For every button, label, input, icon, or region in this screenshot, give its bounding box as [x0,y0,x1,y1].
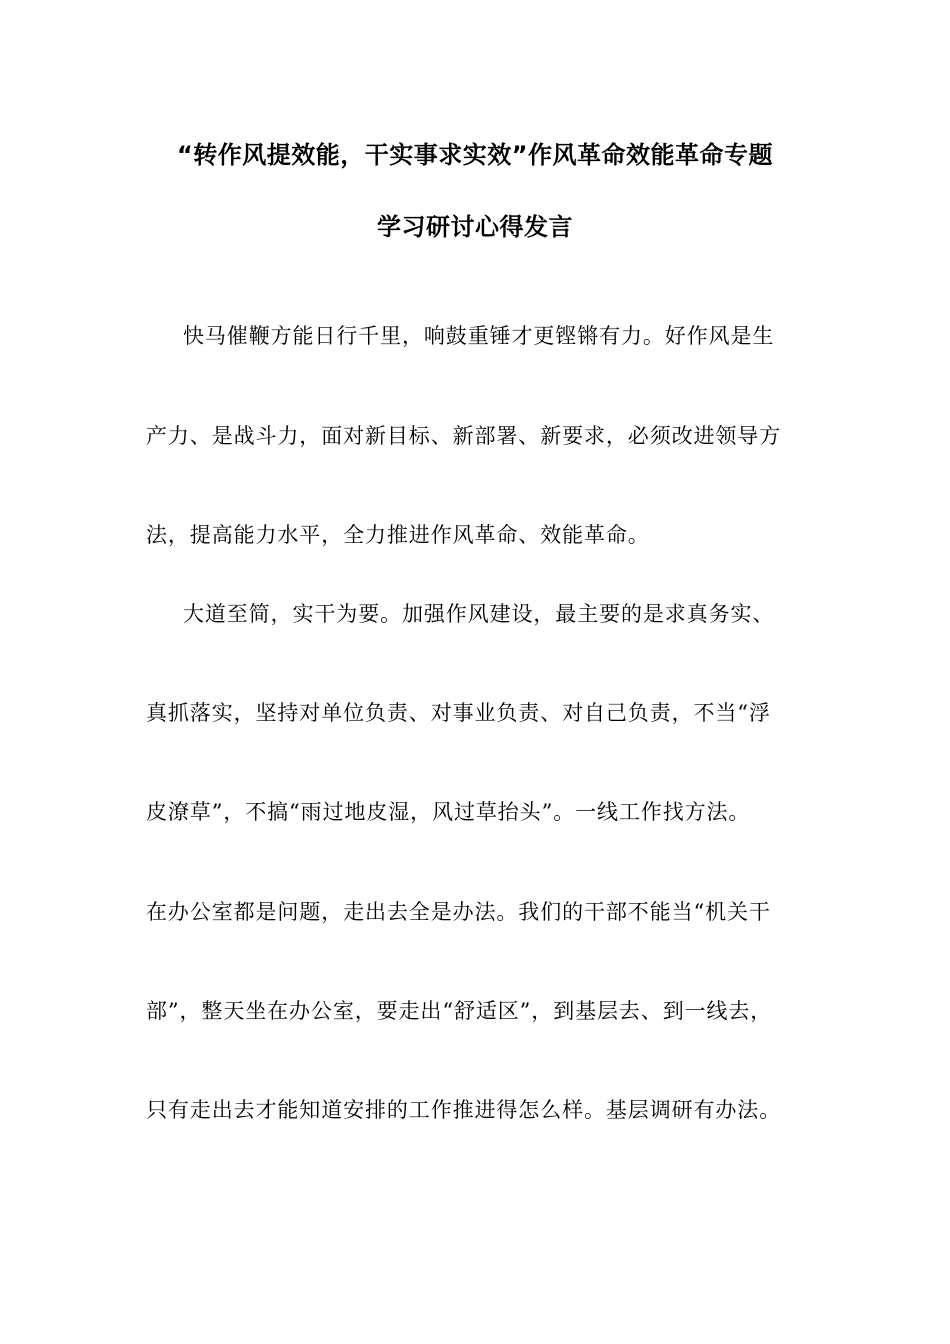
paragraph-2-line-5: 部”，整天坐在办公室，要走出“舒适区”，到基层去、到一线去， [146,999,773,1023]
paragraph-2-line-3: 皮潦草”，不搞“雨过地皮湿，风过草抬头”。一线工作找方法。 [146,800,751,824]
paragraph-2-line-1: 大道至简，实干为要。加强作风建设，最主要的是求真务实、 [183,602,775,626]
document-title-line-1: “转作风提效能，干实事求实效”作风革命效能革命专题 [176,141,774,169]
paragraph-1-line-1: 快马催鞭方能日行千里，响鼓重锤才更铿锵有力。好作风是生 [183,324,775,348]
paragraph-2-line-6: 只有走出去才能知道安排的工作推进得怎么样。基层调研有办法。 [146,1098,782,1122]
paragraph-2-line-4: 在办公室都是问题，走出去全是办法。我们的干部不能当“机关干 [146,900,771,924]
paragraph-1-line-2: 产力、是战斗力，面对新目标、新部署、新要求，必须改进领导方 [146,424,782,448]
paragraph-1-line-3: 法，提高能力水平，全力推进作风革命、效能革命。 [146,523,650,547]
document-title-line-2: 学习研讨心得发言 [377,213,573,241]
paragraph-2-line-2: 真抓落实，坚持对单位负责、对事业负责、对自己负责，不当“浮 [146,701,771,725]
